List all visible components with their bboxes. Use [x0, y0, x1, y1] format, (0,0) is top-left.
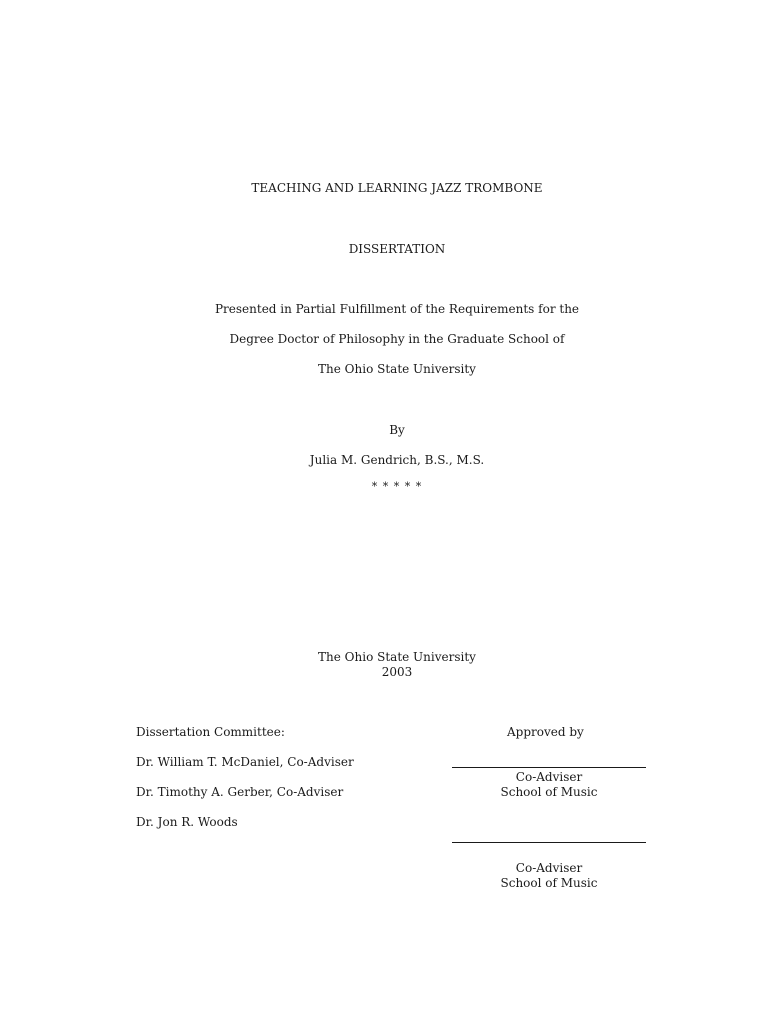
- signature-1-role: Co-Adviser: [515, 770, 583, 784]
- signature-2-unit: School of Music: [500, 876, 598, 890]
- presented-line-2: Degree Doctor of Philosophy in the Graduate School of: [229, 332, 565, 346]
- committee-heading: Dissertation Committee:: [136, 725, 285, 739]
- signature-1-unit: School of Music: [500, 785, 598, 799]
- signature-2-role: Co-Adviser: [515, 861, 583, 875]
- document-type: DISSERTATION: [348, 242, 446, 256]
- approved-by-heading: Approved by: [507, 725, 584, 739]
- institution-name: The Ohio State University: [318, 650, 476, 664]
- presented-line-1: Presented in Partial Fulfillment of the Requirements for the: [214, 302, 580, 316]
- dissertation-title: TEACHING AND LEARNING JAZZ TROMBONE: [251, 181, 543, 195]
- signature-line-1: [452, 767, 646, 768]
- author-name: Julia M. Gendrich, B.S., M.S.: [309, 453, 485, 467]
- presented-line-3: The Ohio State University: [318, 362, 476, 376]
- separator-stars: * * * * *: [371, 480, 423, 493]
- committee-member-3: Dr. Jon R. Woods: [136, 815, 238, 829]
- committee-member-1: Dr. William T. McDaniel, Co-Adviser: [136, 755, 354, 769]
- year: 2003: [381, 665, 413, 679]
- signature-line-2: [452, 842, 646, 843]
- by-label: By: [389, 423, 405, 437]
- committee-member-2: Dr. Timothy A. Gerber, Co-Adviser: [136, 785, 344, 799]
